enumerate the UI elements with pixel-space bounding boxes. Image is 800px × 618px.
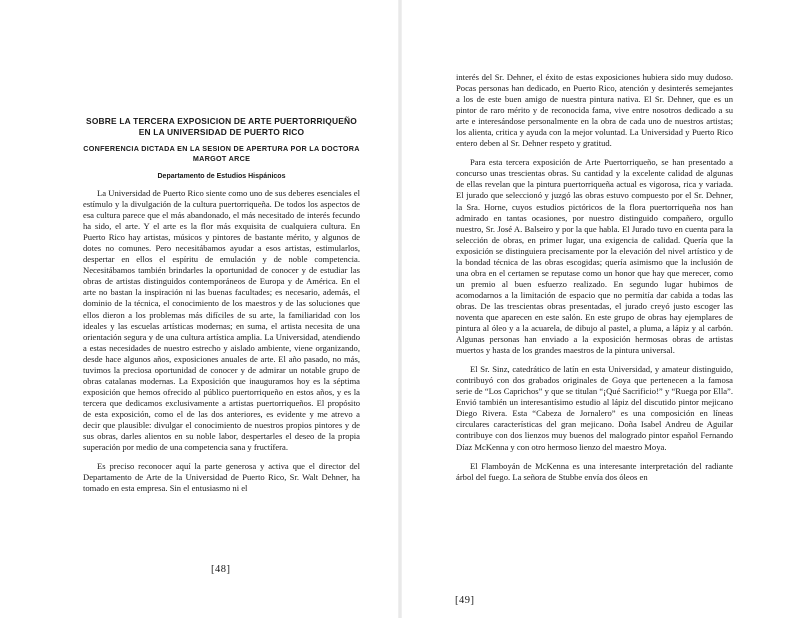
body-paragraph: Para esta tercera exposición de Arte Puertorriqueño, se han presentado a concurso unas trescientas obras. Su cantidad y la excelente calidad de algunas de ellas revelan que la pintura puertorriqueña actual es vigorosa, rica y variada. El jurado que seleccionó y juzgó las obras estuvo compuesto por el Sr. Dehner, la Sra. Horne, cuyos estudios pictóricos de la flora puertorriqueña nos han admirado en tantas ocasiones, por nuestro distinguido compañero, orgullo nuestro, Sr. José A. Balseiro y por la que habla. El Jurado tuvo en cuenta para la selección de obras, en primer lugar, una exigencia de calidad. Quería que la exposición se distinguiera precisamente por la elevación del nivel artístico y de la bondad técnica de las obras escogidas; quería asimismo que la inclusión de una obra en el certamen se reputase como un honor que hay que merecer, como un premio al buen esfuerzo realizado. En segundo lugar hubimos de acomodarnos a la limitación de espacio que no permitía dar cabida a todas las obras. De las trescientas obras presentadas, el jurado creyó justo escoger las noventa que aparecen en este salón. En este grupo de obras hay ejemplares de pintura al óleo y a la acuarela, de dibujo al pastel, a pluma, a lápiz y al carbón. Algunas personas han enviado a la exposición hermosas obras de artistas muertos y hasta de los grandes maestros de la pintura universal.	[456, 157, 733, 356]
article-title: SOBRE LA TERCERA EXPOSICION DE ARTE PUERTORRIQUEÑO EN LA UNIVERSIDAD DE PUERTO RICO	[86, 116, 357, 137]
right-page	[400, 0, 800, 618]
body-paragraph: interés del Sr. Dehner, el éxito de estas exposiciones hubiera sido muy dudoso. Pocas personas han dedicado, en Puerto Rico, atención y desinterés semejantes a los de este buen amigo de nuestra pintura nativa. El Sr. Dehner, que es un pintor de raro mérito y de reconocida fama, vive entre nosotros dedicado a su arte e interesándose personalmente en la obra de cada uno de nuestros artistas; los alienta, critica y ayuda con la mejor voluntad. La Universidad y Puerto Rico entero deben al Sr. Dehner respeto y gratitud.	[456, 72, 733, 149]
page-number: [49]	[455, 595, 475, 606]
body-paragraph: Es preciso reconocer aquí la parte generosa y activa que el director del Departamento de Arte de la Universidad de Puerto Rico, Sr. Walt Dehner, ha tomado en esta empresa. Sin el entusiasmo ni el	[83, 461, 360, 494]
article-subtitle: CONFERENCIA DICTADA EN LA SESION DE APERTURA POR LA DOCTORA MARGOT ARCE	[83, 144, 360, 163]
body-paragraph: El Sr. Sinz, catedrático de latín en esta Universidad, y amateur distinguido, contribuyó con dos grabados originales de Goya que pertenecen a la famosa serie de “Los Caprichos” y que se titulan “¡Qué Sacrificio!” y “Ruega por Ella”. Envió también un interesantísimo estudio al lápiz del discutido pintor mejicano Diego Rivera. Esta “Cabeza de Jornalero” es una composición en líneas circulares características del gran mejicano. Doña Isabel Andreu de Aguilar contribuye con dos lienzos muy buenos del malogrado pintor español Fernando Díaz McKenna y con otro hermoso lienzo del maestro Moya.	[456, 364, 733, 452]
right-page-text	[456, 72, 733, 483]
left-page-header	[83, 116, 360, 494]
body-paragraph: La Universidad de Puerto Rico siente como uno de sus deberes esenciales el estímulo y la divulgación de la cultura puertorriqueña. De todos los aspectos de esa cultura parece que el más abandonado, el más necesitado de interés fecundo ha sido, el arte. Y el arte es la flor más exquisita de cualquiera cultura. En Puerto Rico hay artistas, músicos y pintores de bastante mérito, y algunos de dotes no comunes. Pero necesitábamos ayudar a esos artistas, estimularlos, despertar en ellos el espíritu de emulación y de noble competencia. Necesitábamos también brindarles la oportunidad de conocer y de estudiar las obras de artistas distinguidos contemporáneos de Europa y de América. En el arte no bastan la inspiración ni las buenas facultades; es necesario, además, el dominio de la técnica, el conocimiento de los maestros y de las soluciones que ellos dieron a los problemas más difíciles de su arte, la familiaridad con los ideales y las escuelas artísticas modernas; en suma, el artista necesita de una orientación segura y de una cultura artística amplia. La Universidad, atendiendo a estas necesidades de nuestro estrecho y aislado ambiente, viene organizando, desde hace algunos años, exposiciones anuales de arte. El año pasado, no más, tuvimos la preciosa oportunidad de conocer y de admirar un notable grupo de obras catalanas modernas. La Exposición que inauguramos hoy es la séptima exposición que hemos ofrecido al público puertorriqueño en estos años, y es la tercera que dedicamos exclusivamente a artistas puertorriqueños. El propósito de esta exposición, como el de las dos anteriores, es evidente y me atrevo a decir que plausible: divulgar el conocimiento de nuestros propios pintores y de sus obras, darles alientos en su noble labor, despertarles el deseo de la propia superación por medio de una competencia sana y fructífera.	[83, 188, 360, 453]
department-line: Departamento de Estudios Hispánicos	[157, 173, 286, 180]
body-paragraph: El Flamboyán de McKenna es una interesante interpretación del radiante árbol del fuego. La señora de Stubbe envía dos óleos en	[456, 460, 733, 482]
page-number: [48]	[211, 564, 231, 575]
